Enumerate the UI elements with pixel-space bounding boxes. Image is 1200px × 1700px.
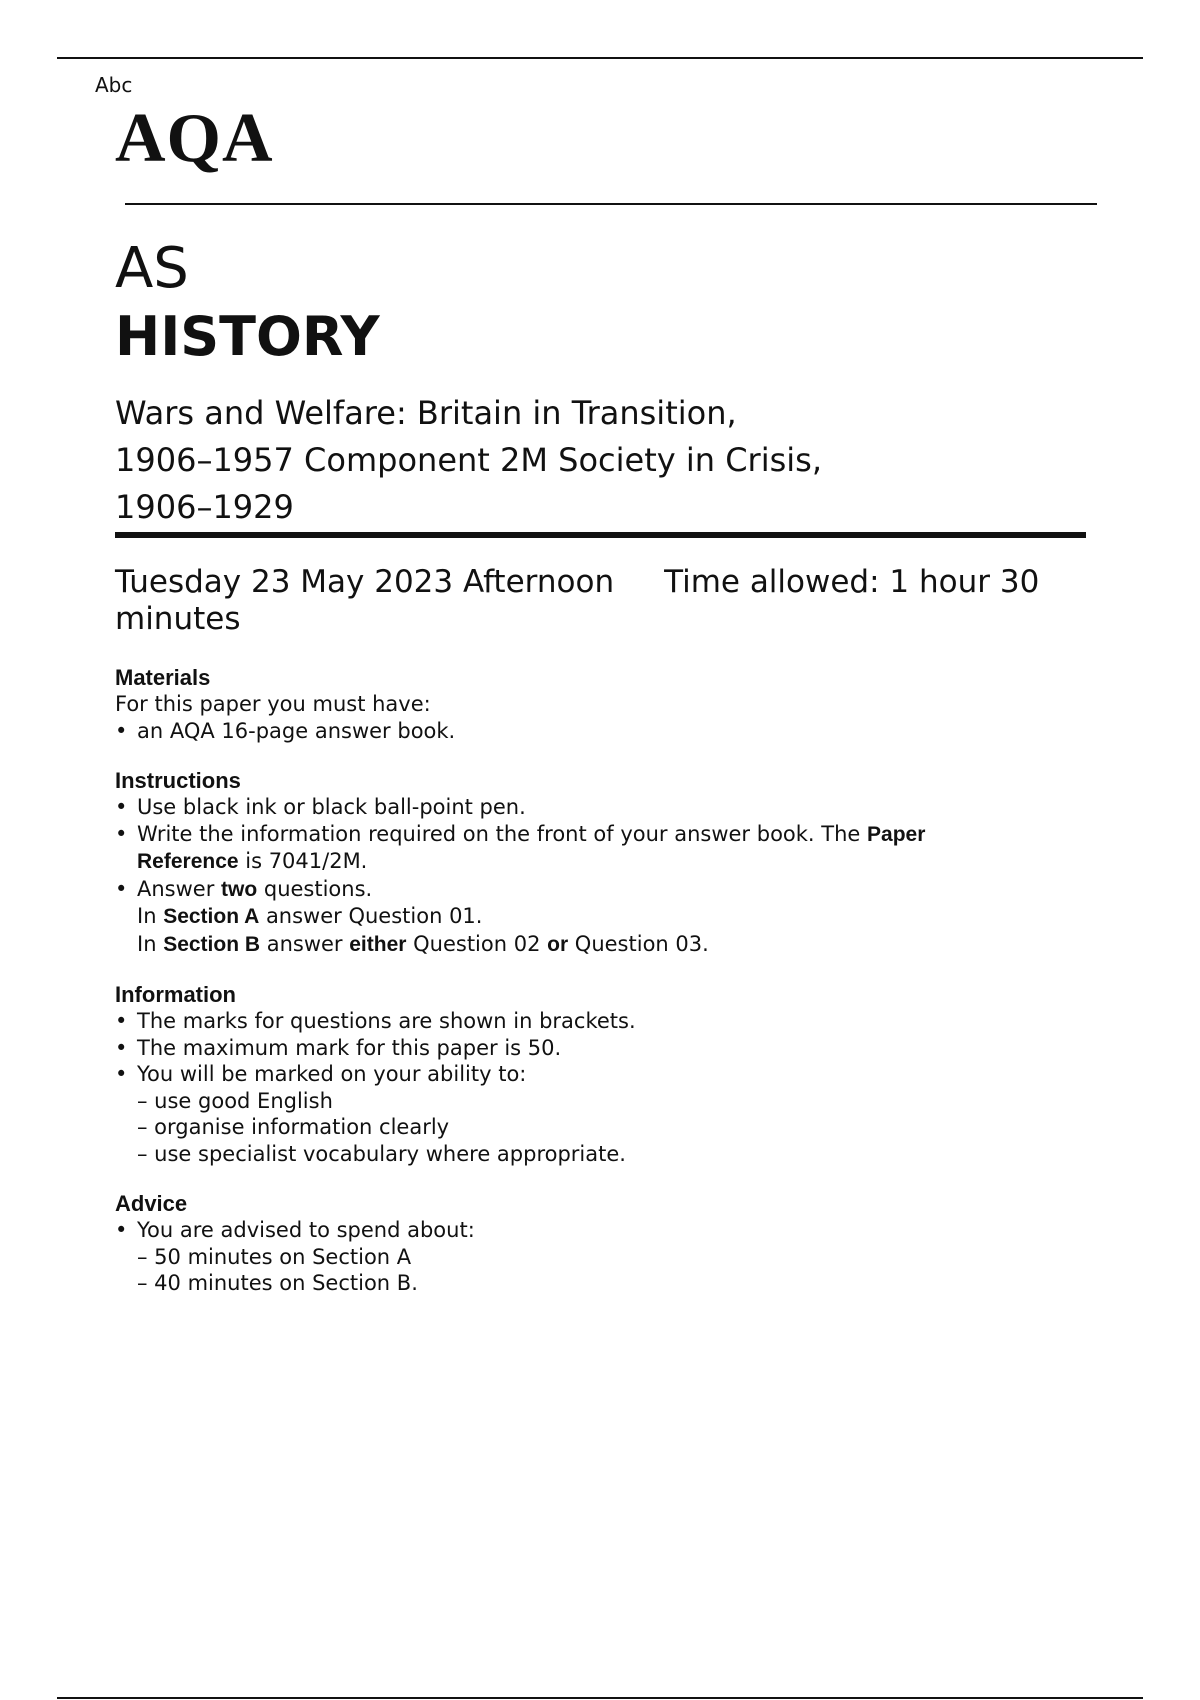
top-label: Abc <box>95 73 133 97</box>
list-item: • Answer two questions. <box>115 876 1015 904</box>
section-heading: Materials <box>115 665 211 690</box>
aqa-logo: AQA <box>115 100 274 177</box>
materials-intro: For this paper you must have: <box>115 692 431 716</box>
list-item: • The maximum mark for this paper is 50. <box>115 1035 1015 1062</box>
list-item: • The marks for questions are shown in brackets. <box>115 1008 1015 1035</box>
qualification-level: AS <box>115 236 189 301</box>
section-a-instruction: In Section A answer Question 01. <box>137 904 483 928</box>
paper-title-line: 1906–1929 <box>115 488 294 526</box>
list-item: • Write the information required on the front of your answer book. The Paper Reference is 7041/2M. <box>115 821 1015 876</box>
section-heading: Instructions <box>115 768 241 793</box>
instructions-section <box>115 768 1015 958</box>
paper-title <box>115 390 995 531</box>
bottom-rule <box>57 1697 1143 1699</box>
section-heading: Information <box>115 982 236 1007</box>
sub-item: – 40 minutes on Section B. <box>137 1271 418 1295</box>
section-heading: Advice <box>115 1191 188 1216</box>
list-item: • an AQA 16-page answer book. <box>115 718 1015 745</box>
list-item: • Use black ink or black ball-point pen. <box>115 794 1015 821</box>
sub-item: – organise information clearly <box>137 1115 450 1139</box>
sub-item: – use specialist vocabulary where appropriate. <box>137 1141 626 1166</box>
list-item: • You are advised to spend about: <box>115 1217 1015 1244</box>
information-section <box>115 982 1015 1167</box>
exam-session <box>115 564 1075 638</box>
subject-title: HISTORY <box>115 305 380 368</box>
exam-date: Tuesday 23 May 2023 Afternoon <box>115 564 615 600</box>
advice-section <box>115 1191 1015 1297</box>
sub-item: – use good English <box>137 1088 333 1113</box>
top-rule <box>57 57 1143 59</box>
title-divider <box>115 532 1086 538</box>
logo-rule <box>125 203 1097 205</box>
materials-section <box>115 665 1015 744</box>
list-item: • You will be marked on your ability to: <box>115 1061 1015 1088</box>
time-allowed: Time allowed: 1 hour 30 minutes <box>115 564 1040 637</box>
paper-title-line: Wars and Welfare: Britain in Transition, <box>115 394 737 432</box>
rubric <box>115 665 1015 1321</box>
paper-title-line: 1906–1957 Component 2M Society in Crisis, <box>115 441 822 479</box>
sub-item: – 50 minutes on Section A <box>137 1244 412 1269</box>
section-b-instruction: In Section B answer either Question 02 or Question 03. <box>137 931 709 956</box>
